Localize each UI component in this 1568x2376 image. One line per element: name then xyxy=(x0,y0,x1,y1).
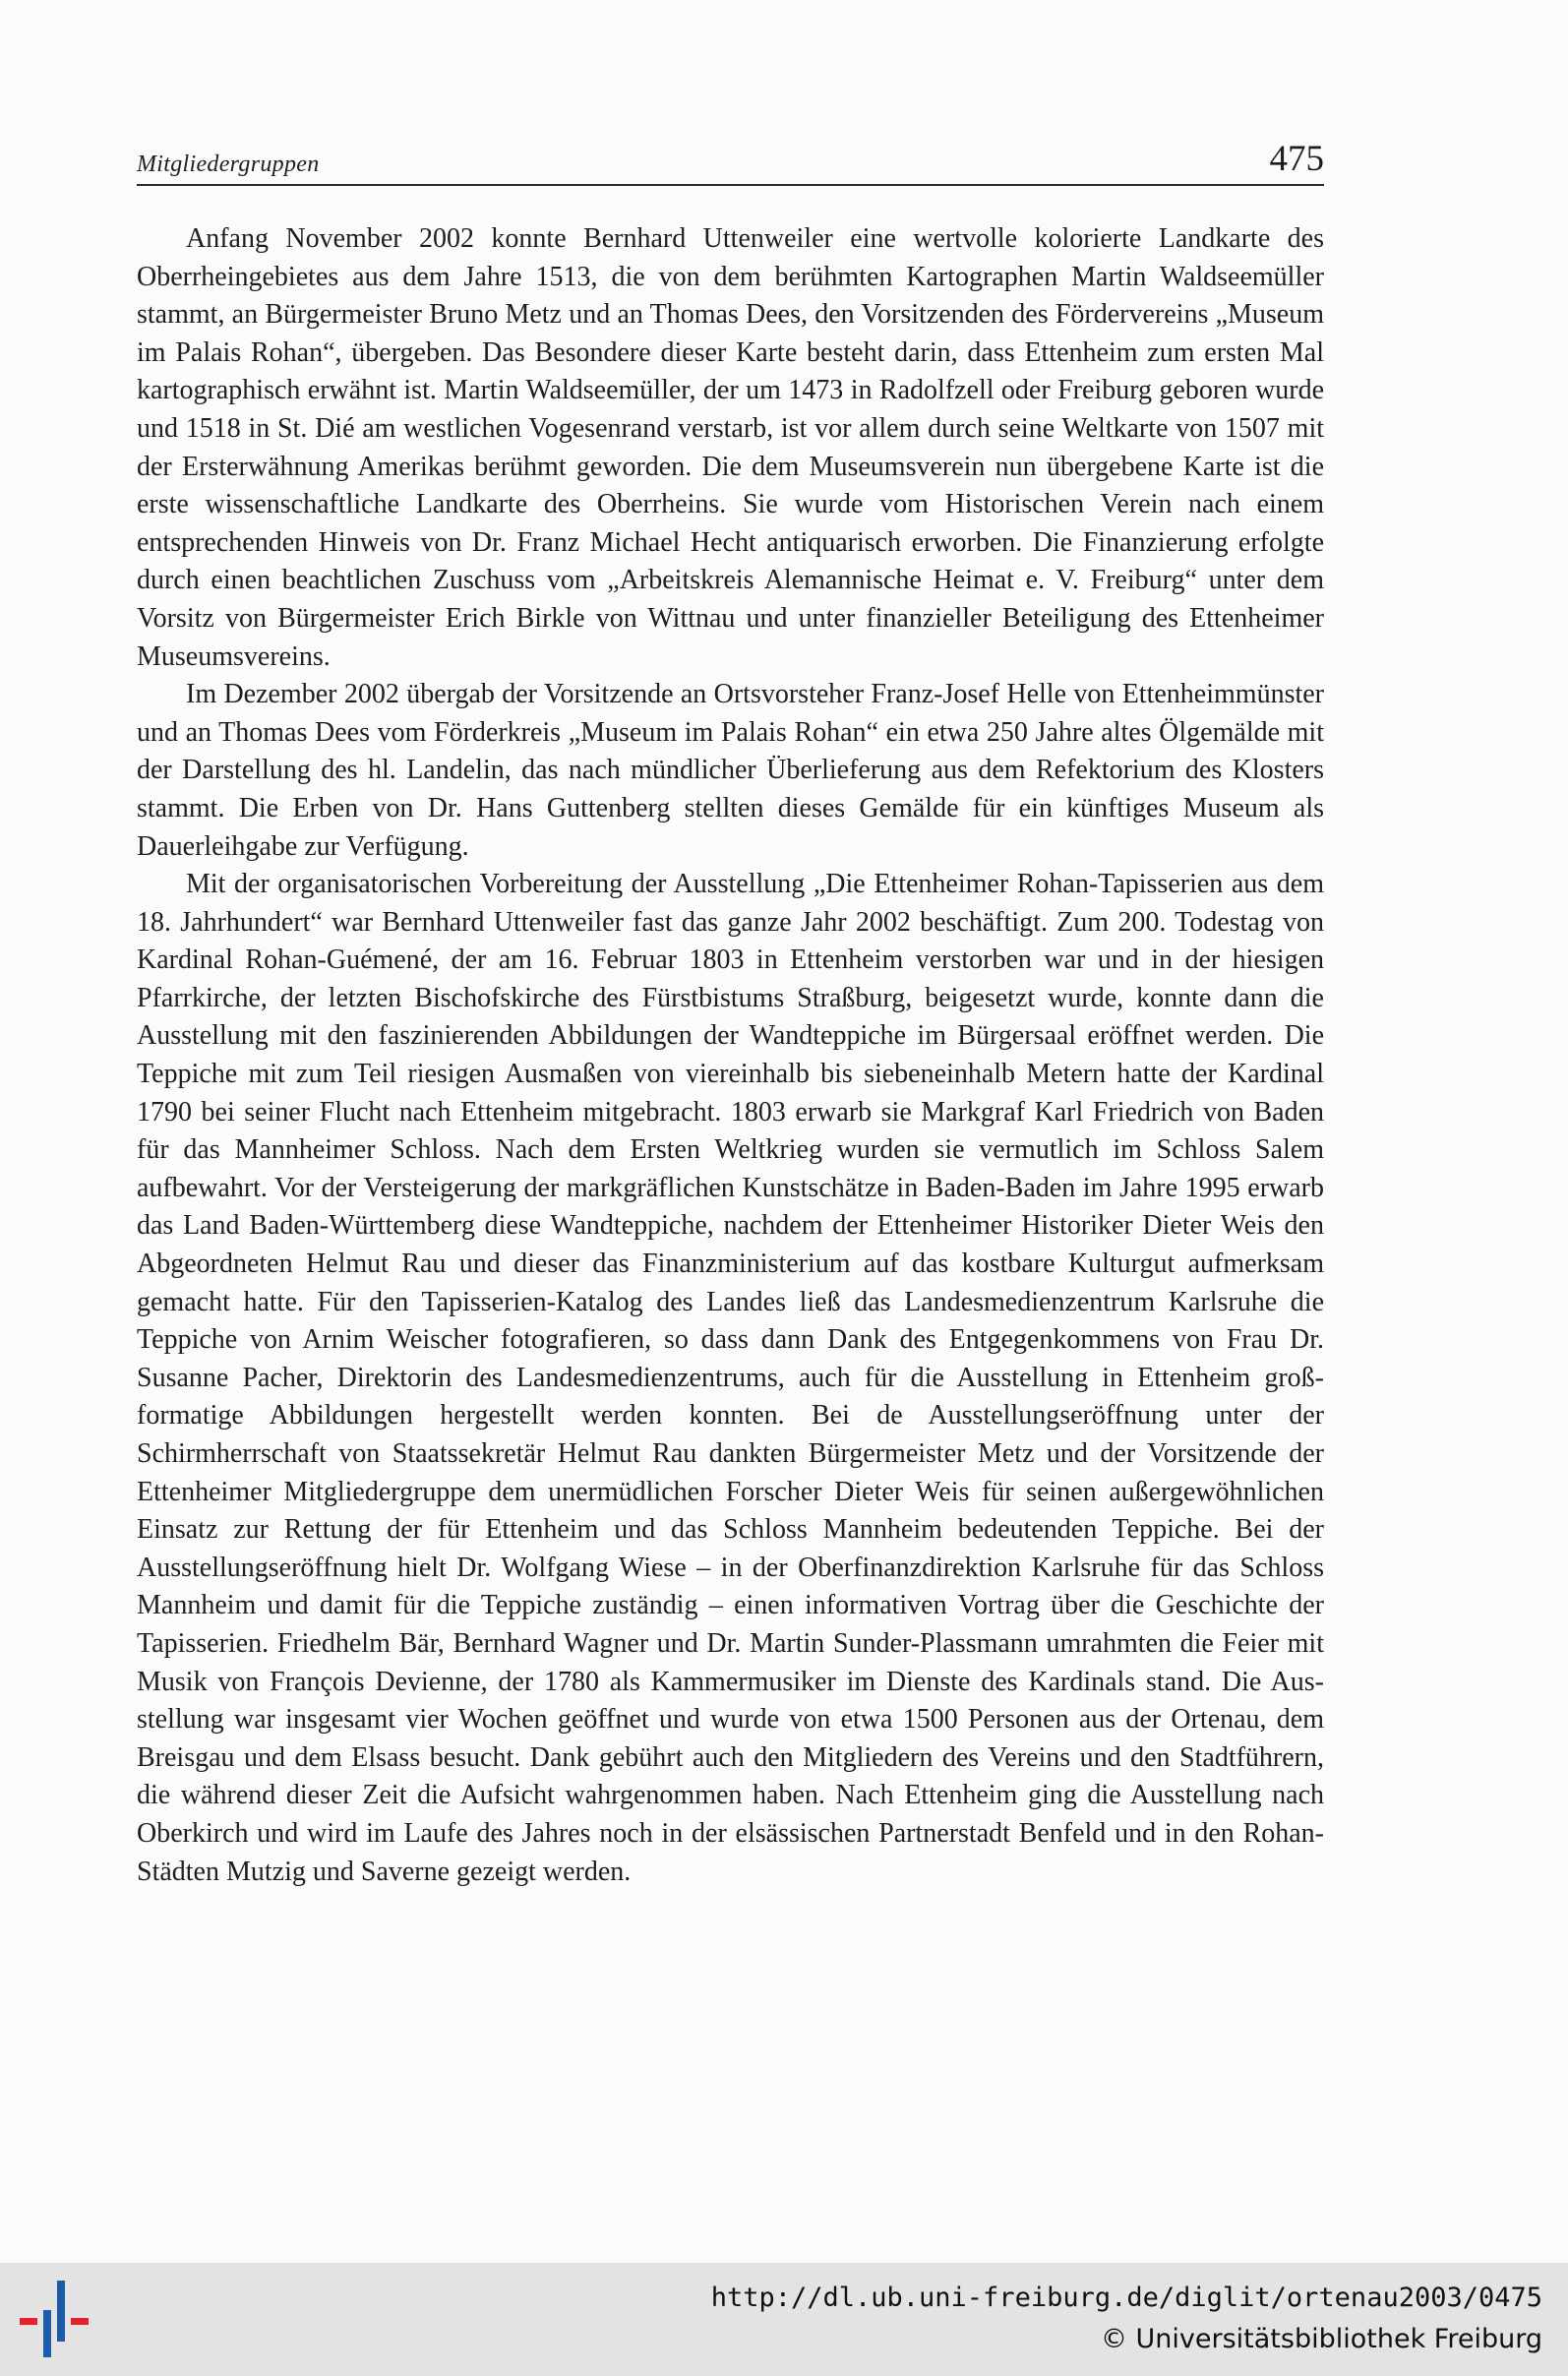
ub-freiburg-logo-icon xyxy=(20,2281,100,2357)
paragraph-map-donation: Anfang November 2002 konnte Bernhard Uttenweiler eine wertvolle kolorierte Landkarte des Oberrheingebietes aus dem Jahre 1513, die von dem berühmten Kartographen Martin Waldseemüller stammt, an Bürgermeister Bruno Metz und an Thomas Dees, den Vorsitzenden des Fördervereins „Museum im Palais Rohan“, übergeben. Das Besondere dieser Karte besteht darin, dass Ettenheim zum ersten Mal kartographisch erwähnt ist. Martin Waldseemüller, der um 1473 in Radolfzell oder Freiburg geboren wurde und 1518 in St. Dié am westlichen Vogesenrand verstarb, ist vor allem durch seine Weltkarte von 1507 mit der Ersterwähnung Amerikas berühmt geworden. Die dem Museumsverein nun übergebene Karte ist die erste wissenschaftliche Landkarte des Oberrheins. Sie wurde vom Historischen Verein nach einem entsprechenden Hinweis von Dr. Franz Michael Hecht antiquarisch erworben. Die Finanzierung erfolgte durch einen beachtlichen Zuschuss vom „Arbeitskreis Alemannische Heimat e. V. Freiburg“ unter dem Vorsitz von Bürgermeister Erich Birkle von Wittnau und unter finanzieller Beteiligung des Ettenheimer Museumsvereins. xyxy=(137,223,1324,672)
paragraph-tapestry-exhibition: Mit der organisatorischen Vorbereitung der Ausstellung „Die Ettenheimer Rohan-Tapisserien aus dem 18. Jahrhundert“ war Bernhard Uttenweiler fast das ganze Jahr 2002 beschäftigt. Zum 200. Todestag von Kardinal Rohan-Guémené, der am 16. Februar 1803 in Ettenheim verstorben war und in der hiesigen Pfarrkirche, der letzten Bischofskirche des Fürstbistums Straßburg, beigesetzt wurde, konnte dann die Ausstellung mit den faszinierenden Abbildungen der Wandteppiche im Bürgersaal eröffnet werden. Die Teppiche mit zum Teil riesigen Ausmaßen von viereinhalb bis siebeneinhalb Metern hatte der Kardinal 1790 bei seiner Flucht nach Ettenheim mitgebracht. 1803 erwarb sie Markgraf Karl Friedrich von Baden für das Mannheimer Schloss. Nach dem Ersten Weltkrieg wurden sie vermutlich im Schloss Salem aufbewahrt. Vor der Versteigerung der markgräflichen Kunstschätze in Baden-Baden im Jahre 1995 erwarb das Land Baden-Württemberg diese Wandteppiche, nachdem der Ettenheimer Historiker Dieter Weis den Abgeordneten Helmut Rau und dieser das Finanzministerium auf das kostbare Kulturgut aufmerksam gemacht hatte. Für den Tapisserien-Katalog des Landes ließ das Landesmedienzentrum Karlsruhe die Teppiche von Arnim Weischer fotografieren, so dass dann Dank des Entgegenkommens von Frau Dr. Susanne Pacher, Direktorin des Landesmedienzentrums, auch für die Ausstellung in Ettenheim großformatige Abbildungen hergestellt werden konnten. Bei de Ausstellungseröffnung unter der Schirmherrschaft von Staatssekretär Helmut Rau dankten Bürgermeister Metz und der Vorsitzende der Ettenheimer Mitgliedergruppe dem unermüdlichen Forscher Dieter Weis für seinen außergewöhnlichen Einsatz zur Rettung der für Ettenheim und das Schloss Mannheim bedeutenden Teppiche. Bei der Ausstellungseröffnung hielt Dr. Wolfgang Wiese – in der Oberfinanzdirektion Karlsruhe für das Schloss Mannheim und damit für die Teppiche zuständig – einen informativen Vortrag über die Geschichte der Tapisserien. Friedhelm Bär, Bernhard Wagner und Dr. Martin Sunder-Plassmann umrahmten die Feier mit Musik von François Devienne, der 1780 als Kammermusiker im Dienste des Kardinals stand. Die Ausstellung war insgesamt vier Wochen geöffnet und wurde von etwa 1500 Personen aus der Ortenau, dem Breisgau und dem Elsass besucht. Dank gebührt auch den Mitgliedern des Vereins und den Stadtführern, die während dieser Zeit die Aufsicht wahrgenommen haben. Nach Ettenheim ging die Ausstellung nach Oberkirch und wird im Laufe des Jahres noch in der elsässischen Partnerstadt Benfeld und in den Rohan-Städten Mutzig und Saverne gezeigt werden. xyxy=(137,869,1324,1887)
page-number: 475 xyxy=(1269,139,1324,179)
copyright-notice: © Universitätsbibliothek Freiburg xyxy=(1100,2324,1542,2354)
article-body xyxy=(137,220,1324,1891)
paragraph-painting-donation: Im Dezember 2002 übergab der Vorsitzende an Ortsvorsteher Franz-Josef Helle von Ettenheimmünster und an Thomas Dees vom Förderkreis „Museum im Palais Rohan“ ein etwa 250 Jahre altes Ölgemälde mit der Darstellung des hl. Landelin, das nach mündlicher Überlieferung aus dem Refektorium des Klosters stammt. Die Erben von Dr. Hans Guttenberg stellten dieses Gemälde für ein künftiges Museum als Dauerleihgabe zur Verfügung. xyxy=(137,679,1324,862)
running-header xyxy=(137,133,1324,186)
running-title: Mitgliedergruppen xyxy=(137,152,320,177)
permalink-url[interactable]: http://dl.ub.uni-freiburg.de/diglit/ortenau2003/0475 xyxy=(710,2283,1542,2313)
digital-library-footer xyxy=(0,2263,1568,2376)
